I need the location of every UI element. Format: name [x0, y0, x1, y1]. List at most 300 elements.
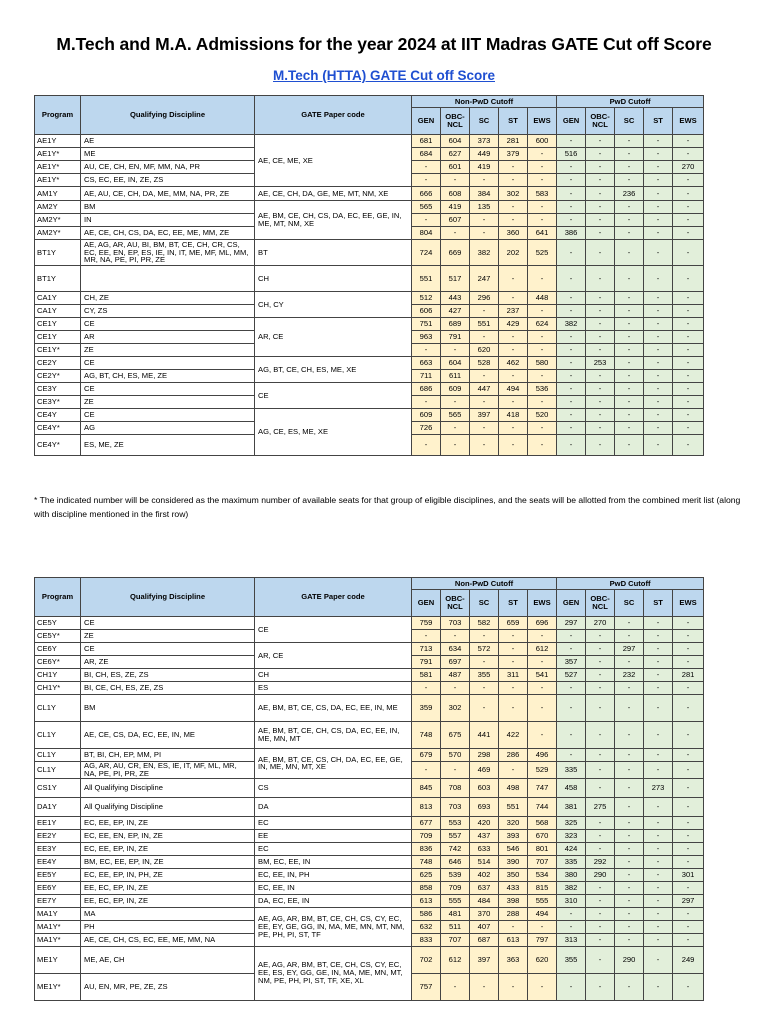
discipline-cell: AE, CE, CH, CS, EC, EE, ME, MM, NA: [81, 933, 255, 946]
pwd-score-cell: -: [673, 816, 704, 829]
program-cell: CE1Y*: [35, 344, 81, 357]
nonpwd-score-cell: 703: [441, 617, 470, 630]
pwd-score-cell: -: [615, 240, 644, 266]
nonpwd-score-cell: 429: [499, 318, 528, 331]
pwd-score-cell: -: [557, 907, 586, 920]
pwd-score-cell: 232: [615, 669, 644, 682]
pwd-score-cell: -: [615, 695, 644, 722]
paper-code-cell: CS: [255, 778, 412, 797]
pwd-score-cell: -: [673, 973, 704, 1000]
nonpwd-score-cell: 363: [499, 946, 528, 973]
nonpwd-score-cell: -: [499, 331, 528, 344]
pwd-score-cell: 335: [557, 855, 586, 868]
table-row: [35, 240, 704, 266]
nonpwd-score-cell: -: [499, 396, 528, 409]
nonpwd-score-cell: 557: [441, 829, 470, 842]
pwd-score-cell: -: [673, 682, 704, 695]
pwd-score-cell: -: [615, 161, 644, 174]
nonpwd-score-cell: 611: [441, 370, 470, 383]
nonpwd-score-cell: 422: [499, 722, 528, 749]
nonpwd-score-cell: 437: [470, 829, 499, 842]
discipline-cell: CE: [81, 409, 255, 422]
nonpwd-score-cell: -: [441, 682, 470, 695]
nonpwd-score-cell: 609: [441, 383, 470, 396]
nonpwd-score-cell: -: [499, 435, 528, 456]
pwd-score-cell: -: [644, 331, 673, 344]
pwd-score-cell: -: [557, 292, 586, 305]
pwd-score-cell: 458: [557, 778, 586, 797]
pwd-score-cell: -: [673, 829, 704, 842]
pwd-score-cell: 381: [557, 797, 586, 816]
pwd-score-cell: -: [644, 135, 673, 148]
pwd-score-cell: -: [644, 409, 673, 422]
pwd-score-cell: -: [644, 920, 673, 933]
nonpwd-score-cell: -: [528, 266, 557, 292]
nonpwd-score-cell: 419: [470, 161, 499, 174]
nonpwd-score-cell: 555: [528, 894, 557, 907]
pwd-score-cell: -: [615, 331, 644, 344]
nonpwd-score-cell: 625: [412, 868, 441, 881]
nonpwd-score-cell: 633: [470, 842, 499, 855]
nonpwd-score-cell: -: [441, 973, 470, 1000]
pwd-score-cell: -: [673, 722, 704, 749]
nonpwd-score-cell: 686: [412, 383, 441, 396]
pwd-score-cell: -: [586, 292, 615, 305]
pwd-score-cell: -: [644, 357, 673, 370]
discipline-cell: AE, AU, CE, CH, DA, ME, MM, NA, PR, ZE: [81, 187, 255, 201]
nonpwd-score-cell: -: [470, 227, 499, 240]
table-row: [35, 816, 704, 829]
pwd-score-cell: -: [615, 630, 644, 643]
program-cell: EE2Y: [35, 829, 81, 842]
discipline-cell: CY, ZS: [81, 305, 255, 318]
nonpwd-score-cell: -: [528, 682, 557, 695]
table-row: [35, 357, 704, 370]
nonpwd-score-cell: 757: [412, 973, 441, 1000]
pwd-score-cell: -: [673, 695, 704, 722]
table-row: [35, 682, 704, 695]
nonpwd-score-cell: -: [499, 682, 528, 695]
pwd-score-cell: -: [586, 656, 615, 669]
program-cell: EE1Y: [35, 816, 81, 829]
pwd-score-cell: -: [557, 409, 586, 422]
pwd-score-cell: -: [557, 973, 586, 1000]
nonpwd-score-cell: -: [528, 344, 557, 357]
pwd-score-cell: -: [615, 174, 644, 187]
nonpwd-score-cell: 494: [499, 383, 528, 396]
nonpwd-score-cell: 613: [412, 894, 441, 907]
table-row: [35, 201, 704, 214]
pwd-score-cell: 527: [557, 669, 586, 682]
pwd-score-cell: -: [644, 907, 673, 920]
program-cell: MA1Y*: [35, 933, 81, 946]
nonpwd-score-cell: 402: [470, 868, 499, 881]
pwd-score-cell: -: [644, 643, 673, 656]
pwd-score-cell: 386: [557, 227, 586, 240]
pwd-score-cell: -: [644, 174, 673, 187]
nonpwd-score-cell: 286: [499, 749, 528, 762]
nonpwd-score-cell: -: [528, 630, 557, 643]
pwd-score-cell: -: [644, 148, 673, 161]
nonpwd-score-cell: -: [499, 630, 528, 643]
pwd-score-cell: -: [644, 422, 673, 435]
pwd-score-cell: -: [586, 370, 615, 383]
nonpwd-score-cell: -: [528, 695, 557, 722]
pwd-score-cell: -: [644, 881, 673, 894]
pwd-score-cell: -: [644, 973, 673, 1000]
program-cell: CE6Y*: [35, 656, 81, 669]
table-row: [35, 797, 704, 816]
nonpwd-score-cell: -: [499, 422, 528, 435]
pwd-score-cell: 357: [557, 656, 586, 669]
paper-code-cell: AR, CE: [255, 643, 412, 669]
nonpwd-score-cell: -: [412, 630, 441, 643]
nonpwd-score-cell: 607: [441, 214, 470, 227]
pwd-score-cell: -: [615, 396, 644, 409]
discipline-cell: ES, ME, ZE: [81, 435, 255, 456]
program-cell: ME1Y*: [35, 973, 81, 1000]
nonpwd-score-cell: 397: [470, 409, 499, 422]
pwd-score-cell: -: [644, 656, 673, 669]
nonpwd-score-cell: -: [528, 973, 557, 1000]
nonpwd-score-cell: 813: [412, 797, 441, 816]
pwd-score-cell: -: [673, 630, 704, 643]
pwd-score-cell: -: [557, 187, 586, 201]
pwd-score-cell: -: [644, 669, 673, 682]
discipline-cell: CE: [81, 318, 255, 331]
nonpwd-score-cell: -: [528, 201, 557, 214]
nonpwd-score-cell: -: [528, 722, 557, 749]
pwd-score-cell: 297: [615, 643, 644, 656]
nonpwd-score-cell: 646: [441, 855, 470, 868]
pwd-score-cell: 270: [673, 161, 704, 174]
pwd-score-cell: -: [673, 762, 704, 779]
nonpwd-score-cell: -: [499, 370, 528, 383]
nonpwd-score-cell: -: [412, 344, 441, 357]
nonpwd-score-cell: -: [499, 643, 528, 656]
pwd-score-cell: -: [673, 266, 704, 292]
discipline-cell: EC, EE, EP, IN, ZE: [81, 816, 255, 829]
nonpwd-score-cell: 751: [412, 318, 441, 331]
nonpwd-score-cell: 679: [412, 749, 441, 762]
program-header: Program: [35, 578, 81, 617]
pwd-score-cell: -: [615, 318, 644, 331]
program-cell: AM2Y*: [35, 214, 81, 227]
pwd-score-cell: -: [586, 669, 615, 682]
nonpwd-score-cell: 742: [441, 842, 470, 855]
discipline-cell: EE, EC, EP, IN, ZE: [81, 894, 255, 907]
discipline-cell: AU, EN, MR, PE, ZE, ZS: [81, 973, 255, 1000]
nonpwd-score-cell: 707: [441, 933, 470, 946]
discipline-header: Qualifying Discipline: [81, 578, 255, 617]
discipline-cell: AE, CE, CS, DA, EC, EE, IN, ME: [81, 722, 255, 749]
nonpwd-score-cell: -: [499, 292, 528, 305]
nonpwd-score-cell: 620: [470, 344, 499, 357]
pwd-score-cell: -: [644, 630, 673, 643]
pwd-score-cell: -: [557, 643, 586, 656]
discipline-cell: BM: [81, 201, 255, 214]
nonpwd-score-cell: 373: [470, 135, 499, 148]
col-ews: EWS: [528, 108, 557, 135]
pwd-score-cell: 382: [557, 318, 586, 331]
discipline-cell: EE, EC, EP, IN, ZE: [81, 881, 255, 894]
pwd-score-cell: 253: [586, 357, 615, 370]
nonpwd-score-cell: -: [528, 920, 557, 933]
pwd-score-cell: -: [615, 816, 644, 829]
paper-code-cell: DA, EC, EE, IN: [255, 894, 412, 907]
pwd-score-cell: -: [673, 435, 704, 456]
nonpwd-score-cell: 448: [528, 292, 557, 305]
paper-code-cell: CH: [255, 669, 412, 682]
nonpwd-score-cell: 707: [528, 855, 557, 868]
discipline-cell: All Qualifying Discipline: [81, 778, 255, 797]
nonpwd-score-cell: -: [470, 370, 499, 383]
nonpwd-score-cell: 606: [412, 305, 441, 318]
nonpwd-score-cell: 613: [499, 933, 528, 946]
nonpwd-score-cell: 632: [412, 920, 441, 933]
pwd-score-cell: 325: [557, 816, 586, 829]
nonpwd-score-cell: 360: [499, 227, 528, 240]
nonpwd-score-cell: 311: [499, 669, 528, 682]
nonpwd-score-cell: -: [470, 435, 499, 456]
table-row: [35, 409, 704, 422]
program-cell: CE2Y*: [35, 370, 81, 383]
pwd-score-cell: -: [673, 383, 704, 396]
discipline-cell: EC, EE, EP, IN, PH, ZE: [81, 868, 255, 881]
nonpwd-score-cell: 534: [528, 868, 557, 881]
nonpwd-score-cell: 708: [441, 778, 470, 797]
nonpwd-score-cell: -: [412, 682, 441, 695]
pwd-score-cell: -: [644, 797, 673, 816]
pwd-score-cell: -: [586, 842, 615, 855]
program-cell: MA1Y*: [35, 920, 81, 933]
pwd-score-cell: -: [644, 370, 673, 383]
col-gen: GEN: [412, 108, 441, 135]
nonpwd-score-cell: 627: [441, 148, 470, 161]
pwd-score-cell: -: [557, 201, 586, 214]
discipline-cell: CS, EC, EE, IN, ZE, ZS: [81, 174, 255, 187]
nonpwd-score-cell: -: [441, 396, 470, 409]
nonpwd-score-cell: -: [528, 305, 557, 318]
table-row: [35, 894, 704, 907]
program-cell: CA1Y: [35, 292, 81, 305]
nonpwd-score-cell: 693: [470, 797, 499, 816]
pwd-score-cell: -: [644, 161, 673, 174]
col-pwd-ews: EWS: [673, 108, 704, 135]
nonpwd-score-cell: 687: [470, 933, 499, 946]
nonpwd-score-cell: -: [499, 762, 528, 779]
nonpwd-score-cell: -: [470, 422, 499, 435]
pwd-score-cell: 355: [557, 946, 586, 973]
nonpwd-score-cell: 612: [528, 643, 557, 656]
nonpwd-score-cell: 963: [412, 331, 441, 344]
program-cell: MA1Y: [35, 907, 81, 920]
pwd-score-cell: -: [586, 907, 615, 920]
nonpwd-score-cell: 604: [441, 357, 470, 370]
nonpwd-score-cell: -: [470, 331, 499, 344]
nonpwd-score-cell: 298: [470, 749, 499, 762]
pwd-score-cell: -: [557, 682, 586, 695]
pwd-score-cell: 310: [557, 894, 586, 907]
nonpwd-score-cell: 703: [441, 797, 470, 816]
nonpwd-score-cell: -: [412, 762, 441, 779]
nonpwd-score-cell: 582: [470, 617, 499, 630]
nonpwd-score-cell: 541: [528, 669, 557, 682]
program-cell: CE4Y: [35, 409, 81, 422]
nonpwd-score-cell: 555: [441, 894, 470, 907]
pwd-score-cell: -: [615, 617, 644, 630]
pwd-score-cell: -: [615, 656, 644, 669]
pwd-score-cell: -: [673, 855, 704, 868]
pwd-score-cell: -: [586, 422, 615, 435]
pwd-score-cell: -: [644, 266, 673, 292]
table-row: [35, 749, 704, 762]
col-pwd-sc: SC: [615, 590, 644, 617]
nonpwd-score-cell: 580: [528, 357, 557, 370]
pwd-score-cell: -: [586, 331, 615, 344]
nonpwd-score-cell: 620: [528, 946, 557, 973]
pwd-score-cell: -: [673, 227, 704, 240]
pwd-score-cell: 424: [557, 842, 586, 855]
program-cell: ME1Y: [35, 946, 81, 973]
pwd-score-cell: -: [673, 292, 704, 305]
nonpwd-score-cell: 302: [441, 695, 470, 722]
table-row: [35, 292, 704, 305]
nonpwd-score-cell: -: [470, 682, 499, 695]
pwd-score-cell: -: [615, 383, 644, 396]
pwd-score-cell: -: [644, 762, 673, 779]
pwd-score-cell: -: [615, 722, 644, 749]
discipline-cell: AG: [81, 422, 255, 435]
nonpwd-score-cell: -: [441, 762, 470, 779]
nonpwd-score-cell: -: [499, 174, 528, 187]
pwd-score-cell: -: [644, 435, 673, 456]
program-cell: CE3Y: [35, 383, 81, 396]
nonpwd-score-cell: -: [499, 920, 528, 933]
pwd-score-cell: -: [673, 617, 704, 630]
pwd-score-cell: -: [673, 357, 704, 370]
pwd-score-cell: -: [557, 266, 586, 292]
nonpwd-score-cell: 384: [470, 187, 499, 201]
nonpwd-score-cell: 791: [412, 656, 441, 669]
pwd-score-cell: -: [644, 187, 673, 201]
nonpwd-score-cell: 514: [470, 855, 499, 868]
program-cell: CE5Y: [35, 617, 81, 630]
program-cell: AM2Y: [35, 201, 81, 214]
nonpwd-score-cell: 663: [412, 357, 441, 370]
pwd-score-cell: -: [644, 305, 673, 318]
paper-code-cell: EE: [255, 829, 412, 842]
program-cell: EE6Y: [35, 881, 81, 894]
nonpwd-score-cell: 551: [499, 797, 528, 816]
pwd-score-cell: -: [644, 749, 673, 762]
program-cell: CL1Y: [35, 695, 81, 722]
pwd-score-cell: -: [644, 292, 673, 305]
discipline-cell: MA: [81, 907, 255, 920]
nonpwd-score-cell: 302: [499, 187, 528, 201]
nonpwd-score-cell: 397: [470, 946, 499, 973]
pwd-header: PwD Cutoff: [557, 96, 704, 108]
nonpwd-score-cell: -: [470, 396, 499, 409]
pwd-score-cell: -: [615, 357, 644, 370]
program-cell: CL1Y: [35, 762, 81, 779]
nonpwd-score-cell: -: [470, 695, 499, 722]
pwd-score-cell: -: [586, 894, 615, 907]
pwd-score-cell: -: [586, 201, 615, 214]
pwd-score-cell: -: [586, 630, 615, 643]
nonpwd-score-cell: 407: [470, 920, 499, 933]
pwd-score-cell: -: [615, 201, 644, 214]
pwd-score-cell: -: [586, 749, 615, 762]
table-row: [35, 842, 704, 855]
pwd-score-cell: -: [557, 630, 586, 643]
pwd-score-cell: -: [644, 816, 673, 829]
nonpwd-score-cell: 469: [470, 762, 499, 779]
col-pwd-gen: GEN: [557, 108, 586, 135]
footnote: * The indicated number will be considered as the maximum number of available seats for that group of eligible disciplines, and the seats will be allotted from the combined merit list (along with discipline mentioned in the first row): [34, 495, 741, 519]
nonpwd-score-cell: -: [441, 227, 470, 240]
pwd-score-cell: -: [673, 797, 704, 816]
nonpwd-score-cell: 724: [412, 240, 441, 266]
nonpwd-score-cell: -: [499, 695, 528, 722]
nonpwd-score-cell: 350: [499, 868, 528, 881]
cutoff-table-1: [34, 95, 704, 456]
col-pwd-gen: GEN: [557, 590, 586, 617]
pwd-score-cell: -: [615, 973, 644, 1000]
pwd-score-cell: -: [557, 396, 586, 409]
nonpwd-score-cell: 684: [412, 148, 441, 161]
nonpwd-score-cell: -: [441, 435, 470, 456]
pwd-score-cell: -: [615, 305, 644, 318]
nonpwd-score-cell: 247: [470, 266, 499, 292]
nonpwd-score-cell: -: [470, 305, 499, 318]
pwd-score-cell: -: [586, 933, 615, 946]
pwd-score-cell: -: [586, 829, 615, 842]
pwd-header: PwD Cutoff: [557, 578, 704, 590]
nonpwd-score-cell: -: [441, 174, 470, 187]
paper-code-cell: AE, CE, CH, DA, GE, ME, MT, NM, XE: [255, 187, 412, 201]
nonpwd-score-cell: 709: [441, 881, 470, 894]
pwd-score-cell: -: [557, 135, 586, 148]
pwd-score-cell: -: [615, 227, 644, 240]
col-pwd-obc: OBC-NCL: [586, 108, 615, 135]
discipline-cell: CE: [81, 617, 255, 630]
pwd-score-cell: -: [586, 409, 615, 422]
pwd-score-cell: -: [673, 749, 704, 762]
program-cell: EE7Y: [35, 894, 81, 907]
paper-header: GATE Paper code: [255, 578, 412, 617]
paper-code-cell: CH, CY: [255, 292, 412, 318]
page-title: M.Tech and M.A. Admissions for the year 2024 at IIT Madras GATE Cut off Score: [56, 34, 712, 54]
table-row: [35, 881, 704, 894]
pwd-score-cell: -: [615, 749, 644, 762]
nonpwd-score-cell: 536: [528, 383, 557, 396]
pwd-score-cell: -: [586, 135, 615, 148]
program-cell: BT1Y: [35, 266, 81, 292]
nonpwd-score-cell: 797: [528, 933, 557, 946]
pwd-score-cell: -: [586, 881, 615, 894]
nonpwd-score-cell: 370: [470, 907, 499, 920]
program-cell: AE1Y*: [35, 174, 81, 187]
discipline-cell: AR, ZE: [81, 656, 255, 669]
pwd-score-cell: -: [644, 617, 673, 630]
pwd-score-cell: 301: [673, 868, 704, 881]
pwd-score-cell: 313: [557, 933, 586, 946]
nonpwd-score-cell: 677: [412, 816, 441, 829]
nonpwd-score-cell: -: [528, 148, 557, 161]
col-pwd-obc: OBC-NCL: [586, 590, 615, 617]
nonpwd-score-cell: -: [441, 422, 470, 435]
